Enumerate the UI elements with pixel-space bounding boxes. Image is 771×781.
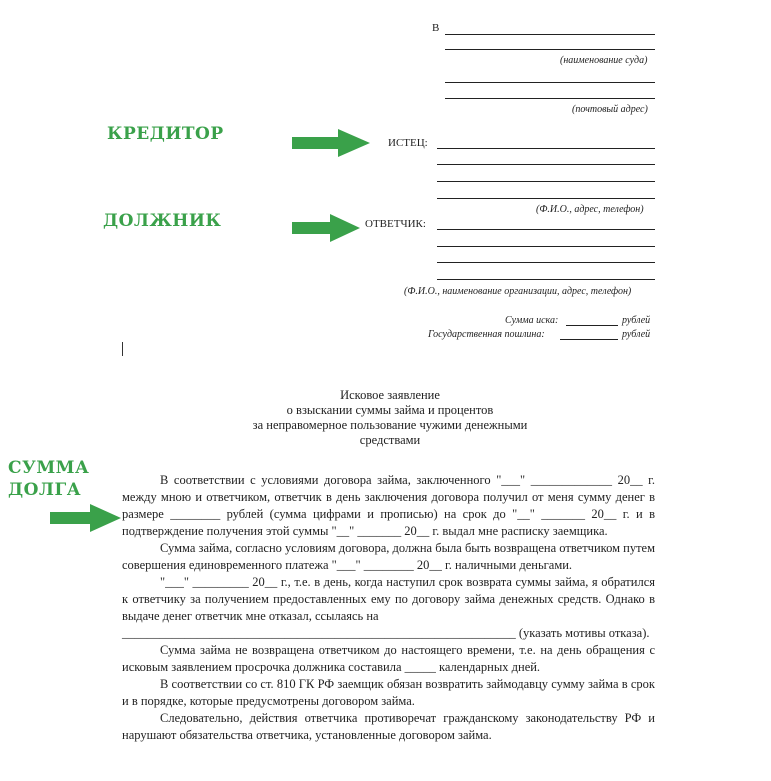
paragraph-4: Сумма займа не возвращена ответчиком до настоящего времени, т.е. на день обращения с исковым заявлением просрочка должника составила _____ календарных дней. [122, 643, 655, 674]
plaintiff-caption: (Ф.И.О., адрес, телефон) [536, 204, 644, 215]
arrow-right-icon [290, 213, 362, 243]
arrow-right-icon [290, 128, 372, 158]
defendant-line-2 [437, 246, 655, 247]
claim-sum-unit: рублей [622, 315, 651, 326]
court-line-1 [445, 34, 655, 35]
plaintiff-label: ИСТЕЦ: [388, 137, 428, 149]
claim-sum-line [566, 325, 618, 326]
plaintiff-line-2 [437, 164, 655, 165]
paragraph-1: В соответствии с условиями договора займа, заключенного "___" _____________ 20__ г. между мною и ответчиком, ответчик в день заключения договора получил от меня сумму денег в размере ________ рублей (сумма цифрами и прописью) на срок до "__" _______ 20__ г. и в подтверждение получения этой суммы "__" _______ 20__ г. выдал мне расписку заемщика. [122, 473, 655, 538]
document-body [122, 472, 655, 744]
duty-label: Государственная пошлина: [428, 329, 545, 340]
title-line-4: средствами [359, 433, 421, 447]
duty-line [560, 339, 618, 340]
paragraph-3-end: _______________________________________________________________ (указать мотивы отказа). [122, 626, 650, 640]
paragraph-5: В соответствии со ст. 810 ГК РФ заемщик обязан возвратить займодавцу сумму займа в срок и в порядке, которые предусмотрены договором займа. [122, 677, 655, 708]
defendant-line-1 [437, 229, 655, 230]
paragraph-3: "___" _________ 20__ г., т.е. в день, когда наступил срок возврата суммы займа, я обратился к ответчику за получением предоставленных ему по договору займа денежных средств. Однако в выдаче денег ответчик мне отказал, ссылаясь на [122, 575, 655, 623]
claim-sum-label: Сумма иска: [505, 315, 559, 326]
plaintiff-line-3 [437, 181, 655, 182]
title-line-3: за неправомерное пользование чужими денежными [252, 418, 528, 432]
paragraph-2: Сумма займа, согласно условиям договора, должна была быть возвращена ответчиком путем совершения единовременного платежа "___" ________ 20__ г. наличными деньгами. [122, 541, 655, 572]
debt-sum-annotation-line2: ДОЛГА [8, 480, 82, 500]
debt-sum-annotation-line1: СУММА [8, 458, 90, 478]
plaintiff-line-4 [437, 198, 655, 199]
defendant-caption: (Ф.И.О., наименование организации, адрес, телефон) [404, 286, 632, 297]
court-caption: (наименование суда) [560, 55, 648, 66]
title-line-1: Исковое заявление [340, 388, 440, 402]
debtor-annotation: ДОЛЖНИК [103, 211, 222, 231]
defendant-label: ОТВЕТЧИК: [365, 218, 426, 230]
defendant-line-3 [437, 262, 655, 263]
address-caption: (почтовый адрес) [572, 104, 648, 115]
plaintiff-line-1 [437, 148, 655, 149]
creditor-annotation: КРЕДИТОР [107, 124, 224, 144]
duty-unit: рублей [622, 329, 651, 340]
defendant-line-4 [437, 279, 655, 280]
text-cursor [122, 342, 123, 356]
arrow-right-icon [48, 503, 123, 533]
paragraph-6: Следовательно, действия ответчика противоречат гражданскому законодательству РФ и нарушают обязательства ответчика, установленные договором займа. [122, 711, 655, 742]
document-title [200, 388, 580, 448]
title-line-2: о взыскании суммы займа и процентов [286, 403, 494, 417]
court-line-2 [445, 49, 655, 50]
address-line-2 [445, 98, 655, 99]
court-prefix: В [432, 22, 440, 34]
address-line-1 [445, 82, 655, 83]
